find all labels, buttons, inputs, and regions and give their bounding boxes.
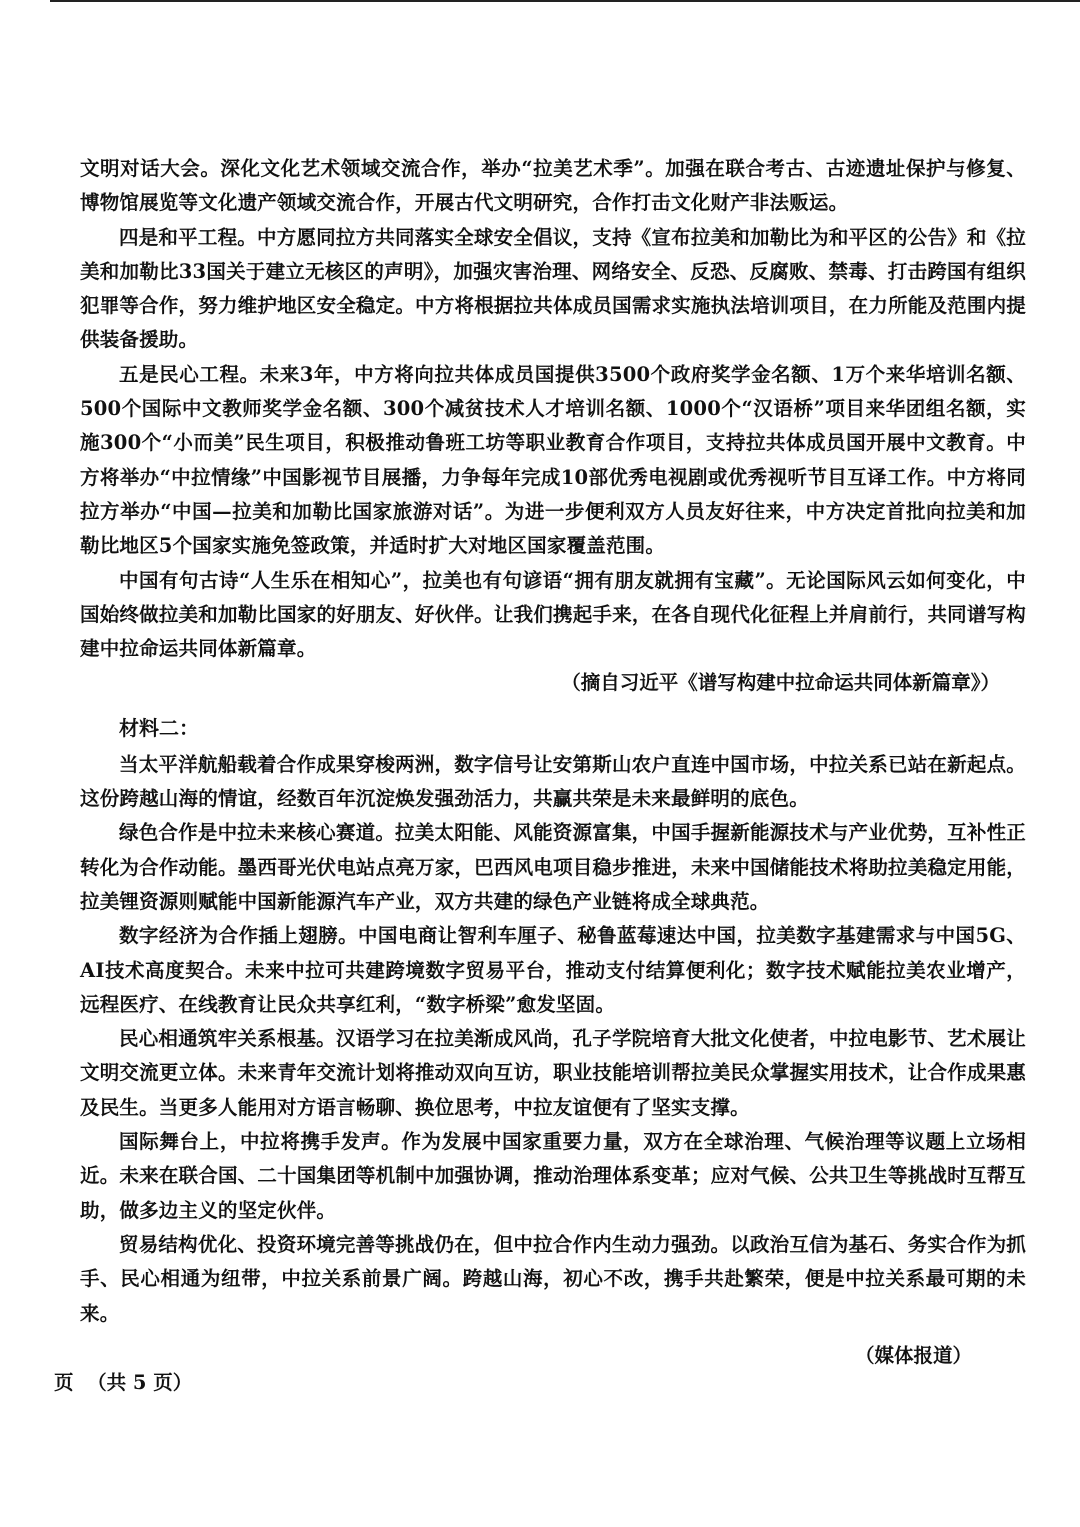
material-two-source: （媒体报道） (854, 1343, 972, 1367)
material-two-paragraph: 数字经济为合作插上翅膀。中国电商让智利车厘子、秘鲁蓝莓速达中国，拉美数字基建需求与中国5G、AI技术高度契合。未来中拉可共建跨境数字贸易平台，推动支付结算便利化；数字技术赋能拉美农业增产，远程医疗、在线教育让民众共享红利，“数字桥梁”愈发坚固。 (80, 924, 1026, 1016)
material-two-paragraph: 绿色合作是中拉未来核心赛道。拉美太阳能、风能资源富集，中国手握新能源技术与产业优势，互补性正转化为合作动能。墨西哥光伏电站点亮万家，巴西风电项目稳步推进，未来中国储能技术将助拉美稳定用能，拉美锂资源则赋能中国新能源汽车产业，双方共建的绿色产业链将成全球典范。 (80, 821, 1026, 913)
material-one-continuation: 文明对话大会。深化文化艺术领域交流合作，举办“拉美艺术季”。加强在联合考古、古迹遗址保护与修复、博物馆展览等文化遗产领域交流合作，开展古代文明研究，合作打击文化财产非法贩运。 (80, 157, 1026, 215)
material-two-paragraph: 贸易结构优化、投资环境完善等挑战仍在，但中拉合作内生动力强劲。以政治互信为基石、务实合作为抓手、民心相通为纽带，中拉关系前景广阔。跨越山海，初心不改，携手共赴繁荣，便是中拉关系最可期的未来。 (80, 1232, 1026, 1325)
top-border-line (50, 0, 1080, 2)
material-two-heading: 材料二： (119, 715, 199, 740)
page-footer: 页 （共 5 页） (54, 1371, 193, 1394)
material-two-paragraph: 当太平洋航船载着合作成果穿梭两洲，数字信号让安第斯山农户直连中国市场，中拉关系已站在新起点。这份跨越山海的情谊，经数百年沉淀焕发强劲活力，共赢共荣是未来最鲜明的底色。 (80, 752, 1026, 811)
material-one-source: （摘自习近平《谱写构建中拉命运共同体新篇章》） (561, 671, 1000, 695)
paragraph-closing: 中国有句古诗“人生乐在相知心”，拉美也有句谚语“拥有朋友就拥有宝藏”。无论国际风云如何变化，中国始终做拉美和加勒比国家的好朋友、好伙伴。让我们携起手来，在各自现代化征程上并肩前行，共同谱写构建中拉命运共同体新篇章。 (80, 568, 1026, 661)
paragraph-peace-project: 四是和平工程。中方愿同拉方共同落实全球安全倡议，支持《宣布拉美和加勒比为和平区的公告》和《拉美和加勒比33国关于建立无核区的声明》，加强灾害治理、网络安全、反恐、反腐败、禁毒、打击跨国有组织犯罪等合作，努力维护地区安全稳定。中方将根据拉共体成员国需求实施执法培训项目，在力所能及范围内提供装备援助。 (80, 225, 1026, 352)
document-body (80, 152, 1026, 1373)
material-two-paragraph: 民心相通筑牢关系根基。汉语学习在拉美渐成风尚，孔子学院培育大批文化使者，中拉电影节、艺术展让文明交流更立体。未来青年交流计划将推动双向互访，职业技能培训帮拉美民众掌握实用技术，让合作成果惠及民生。当更多人能用对方语言畅聊、换位思考，中拉友谊便有了坚实支撑。 (80, 1027, 1026, 1119)
material-two-paragraph: 国际舞台上，中拉将携手发声。作为发展中国家重要力量，双方在全球治理、气候治理等议题上立场相近。未来在联合国、二十国集团等机制中加强协调，推动治理体系变革；应对气候、公共卫生等挑战时互帮互助，做多边主义的坚定伙伴。 (80, 1130, 1026, 1222)
paragraph-people-project: 五是民心工程。未来3年，中方将向拉共体成员国提供3500个政府奖学金名额、1万个来华培训名额、500个国际中文教师奖学金名额、300个减贫技术人才培训名额、1000个“汉语桥”项目来华团组名额，实施300个“小而美”民生项目，积极推动鲁班工坊等职业教育合作项目，支持拉共体成员国开展中文教育。中方将举办“中拉情缘”中国影视节目展播，力争每年完成10部优秀电视剧或优秀视听节目互译工作。中方将同拉方举办“中国—拉美和加勒比国家旅游对话”。为进一步便利双方人员友好往来，中方决定首批向拉美和加勒比地区5个国家实施免签政策，并适时扩大对地区国家覆盖范围。 (80, 362, 1026, 558)
